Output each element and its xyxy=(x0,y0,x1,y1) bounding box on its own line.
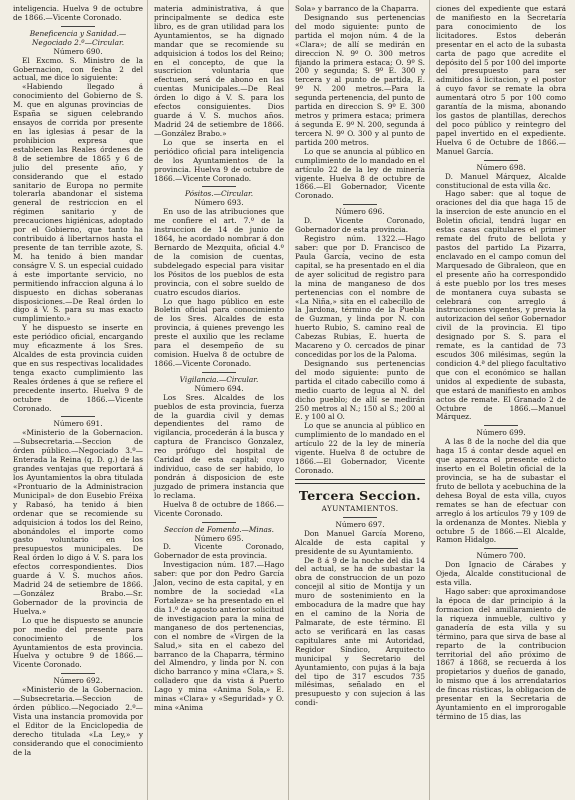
paragraph: D. Vicente Coronado, Gobernador de esta provincia. xyxy=(154,542,284,561)
paragraph: En uso de las atribuciones que me confiere el art. 7.º de la instruccion de 14 de junio de 1864, he acordado nombrar á don Bernardo de Mezquita, oficial 4.º de la comision de cuentas, subdelegado especial para visitar los Pósitos de los pueblos de esta provincia, con el sobre sueldo de cuatro escudos diarios. xyxy=(154,207,284,297)
paragraph: Sola» y barranco de la Chaparra. xyxy=(295,4,419,13)
separator-rule xyxy=(343,517,377,518)
column-divider xyxy=(429,0,430,800)
notice-number: Número 697. xyxy=(335,519,385,529)
paragraph: «Habiendo llegado á conocimiento del Gobierno de S. M. que en algunas provincias de España se siguen celebrando ensayos de corrida por presente en las iglesias á pesar de la prohibicion expresa que establecen las Reales órdenes de 8 de setiembre de 1865 y 6 de julio del presente año, y considerando que el estado sanitario de Europa no permite tolerarla abandonar el sistema general de restriccion en el régimen sanitario y de precauciones higiénicas, adoptado por el Gobierno, que tanto ha contribuido á libertarnos hasta el presente de tan terrible azote, S. M. ha tenido á bien mandar conságre V. S. un especial cuidado á este importante servicio, no permitiendo infraccion alguna á lo dispuesto en dichas soberanas disposiciones.—De Real órden lo digo á V. S. para su mas exacto cumplimiento.» xyxy=(13,82,143,324)
paragraph: Don Ignacio de Cárabes y Ojeda, Alcalde constitucional de esta villa. xyxy=(436,560,566,588)
separator-rule xyxy=(484,425,518,426)
notice-number: AYUNTAMIENTOS. xyxy=(321,503,399,513)
notice-number: Número 692. xyxy=(53,676,103,686)
paragraph: Don Manuel García Moreno, Alcalde de esta capital y presidente de su Ayuntamiento. xyxy=(295,528,425,556)
notice-number: Número 694. xyxy=(194,383,244,393)
paragraph: Designando sus pertenencias del modo siguiente: punto de partida el citado cabecillo como á medio cuarto de legua al N. del dicho pueblo; de allí se medirán 250 metros al N.; 150 al S.; 200 al E. y 100 al O. xyxy=(295,358,425,422)
paragraph: «Ministerio de la Gobernacion.—Subsecretaria.—Seccion de órden público.—Negociado 3.º—Enterada la Reina (q. D. g.) de las grandes ventajas que reportará á los Ayuntamientos la obra titulada «Prontuario de la Administracion Municipal» de don Eusebio Fréixa y Rabasó, ha tenido á bien ordenar que se recomiende su adquisicion á todos los del Reino, abonándoles el importe como gasto voluntario en los presupuestos municipales. De Real órden lo digo á V. S. para los efectos correspondientes. Dios guarde á V. S. muchos años. Madrid 24 de setiembre de 1866.—González Brabo.—Sr. Gobernador de la provincia de Huelva.» xyxy=(13,428,143,616)
notice-number: Número 695. xyxy=(194,533,244,543)
column-4 xyxy=(436,5,566,722)
paragraph: Registro núm. 1322.—Hago saber: que por D. Francisco de Paula García, vecino de esta capital, se ha presentado en el dia de ayer solicitud de registro para la mina de manganeso de dos pertenencias con el nombre de «La Niña,» sita en el cabecillo de la Jardona, término de la Puebla de Guzman, y linda por N. con huerto Rubio, S. camino real de Cabezas Rubias, E. huerta de Macareno y O. cercados de pinar concedidas por los de la Paloma. xyxy=(295,234,425,360)
paragraph: Los Sres. Alcaldes de los pueblos de esta provincia, fuerza de la guardia civil y demas dependientes del ramo de vigilancia, procederán á la busca y captura de Francisco Gonzalez, reo prófugo del hospital de Caridad de esta capital; cuyo individuo, caso de ser habido, lo pondrán á disposicion de este juzgado de primera instancia que lo reclama. xyxy=(154,392,284,500)
separator-rule xyxy=(343,204,377,205)
paragraph: El Excmo. S. Ministro de la Gobernacion, con fecha 2 del actual, me dice lo siguiente: xyxy=(13,55,143,83)
separator-rule xyxy=(61,416,95,417)
section-double-rule xyxy=(295,479,425,484)
notice-number: Número 698. xyxy=(476,162,526,172)
paragraph: D. Vicente Coronado, Gobernador de esta provincia. xyxy=(295,216,425,235)
notice-number: Número 699. xyxy=(476,428,526,438)
separator-rule xyxy=(61,673,95,674)
notice-number: Número 691. xyxy=(53,419,103,429)
paragraph: De 8 á 9 de la noche del dia 14 del actual, se ha de subastar la obra de construccion de un pozo concejil al sitio de Montija y un muro de sostenimiento en la embocadura de la madre que hay en el camino de la Noria de Palmarate, de este término. El acto se verificará en las casas capitulares ante mi Autoridad, Regidor Síndico, Arquitecto municipal y Secretario del Ayuntamiento, con pujas á la baja del tipo de 317 escudos 735 milésimas, señalado en el presupuesto y con sujecion á las condi- xyxy=(295,555,425,708)
paragraph: ciones del expediente que estará de manifiesto en la Secretaría para conocimiento de los licitadores. Estos deberán presentar en el acto de la subasta carta de pago que acredite el depósito del 5 por 100 del importe del presupuesto para ser admitidos á licitacion, y el postor á cuyo favor se remate la obra aumentará otro 5 por 100 como garantía de la misma, abonando los gastos de plantillas, derechos del poco público y reintegro del papel invertido en el expediente. Huelva 6 de Octubre de 1866.—Manuel García. xyxy=(436,4,566,156)
section-subheading: Seccion de Fomento.—Minas. xyxy=(164,524,274,534)
separator-rule xyxy=(202,522,236,523)
section-subheading: Vigilancia.—Circular. xyxy=(179,374,259,384)
column-divider xyxy=(288,0,289,800)
notice-number: Número 696. xyxy=(335,207,385,217)
separator-rule xyxy=(202,372,236,373)
separator-rule xyxy=(484,548,518,549)
separator-rule xyxy=(202,186,236,187)
notice-number: Número 693. xyxy=(194,198,244,208)
column-divider xyxy=(147,0,148,800)
paragraph: materia administrativa, á que principalmente se dedica este libro, es de gran utilidad para los Ayuntamientos, se ha dignado mandar que se recomiende su adquisicion á todos los del Reino; en el concepto, de que la suscricion voluntaria que efectuen, será de abono en las cuentas Municipales.—De Real órden lo digo á V. S. para los efectos consiguientes. Dios guarde á V. S. muchos años. Madrid 24 de setiembre de 1866.—González Brabo.» xyxy=(154,4,284,138)
paragraph: Hago saber: que aproximandose la época de dar principio á la formacion del amillaramiento de la riqueza inmueble, cultivo y ganadería de esta villa y su término, para que sirva de base al reparto de la contribucion territorial del año próximo de 1867 á 1868, se recuerda á los propietarios y dueños de ganado, lo mismo que á los arrendatarios de fincas rústicas, la obligacion de presentar en la Secretaria de Ayuntamiento en el improrogable término de 15 dias, las xyxy=(436,587,566,721)
section-heading: Tercera Seccion. xyxy=(298,487,422,503)
column-2 xyxy=(154,5,284,713)
column-1 xyxy=(13,5,143,758)
paragraph: «Ministerio de la Gobernacion.—Subsecretaria.—Seccion de órden público.—Negociado 2.º—Vista una instancia promovida por el Editor de la Enciclopedia de derecho titulada «La Ley,» y considerando que el conocimiento de la xyxy=(13,685,143,757)
separator-rule xyxy=(61,26,95,27)
section-subheading: Beneficencia y Sanidad.—Negociado 2.º—Circular. xyxy=(29,28,127,47)
section-subheading: Pósitos.—Circular. xyxy=(184,189,254,199)
paragraph: D. Manuel Márquez, Alcalde constitucional de esta villa &c. xyxy=(436,171,566,190)
paragraph: Lo que he dispuesto se anuncie por medio del presente para conocimiento de los Ayuntamientos de esta provincia. Huelva y octubre 9 de 1866.—Vicente Coronado. xyxy=(13,615,143,670)
paragraph: Lo que se anuncia al público en cumplimiento de lo mandado en el artículo 22 de la ley de minería vigente. Huelva 8 de octubre de 1866.—El Gobernador, Vicente Coronado. xyxy=(295,421,425,476)
notice-number: Número 700. xyxy=(476,551,526,561)
paragraph: Designando sus pertenencias del modo siguiente: punto de partida el mojon núm. 4 de la «Clara»; de allí se medirán en direccion N. 9º O. 300 metros fijando la primera estaca; O. 9º S. 200 y segunda; S. 9º E. 300 y tercera y al punto de partida, E. 9º N. 200 metros.—Para la segunda pertenencia, del punto de partida en direccion S. 9º E. 300 metros y primera estaca; primera á segunda E. 9º N. 200, segunda á tercera N. 9º O. 300 y al punto de partida 200 metros. xyxy=(295,12,425,147)
paragraph: Lo que se inserta en el periódico oficial para inteligencia de los Ayuntamientos de la provincia. Huelva 9 de octubre de 1866.—Vicente Coronado. xyxy=(154,137,284,183)
notice-number: Número 690. xyxy=(53,46,103,56)
paragraph: Hago saber: que al toque de oraciones del dia que haga 15 de la insercion de este anuncio en el Boletin oficial, tendrá lugar en estas casas capitulares el primer remate del fruto de bellota y pastos del partido La Pizarra, enclavado en el campo comun del Marquesado de Gibraleon, que en el presente año ha correspondido á este pueblo por los tres meses de montanera cuya subasta se celebrará con arreglo á instrucciones vigentes, y previa la autorizacion del señor Gobernador civil de la provincia. El tipo designado por S. S. para el remate, es la cantidad de 73 escudos 306 milésimas, según la condicion 4.ª del pliego facultativo que con el económico se hallan unidos al expediente de subasta, que estará de manifiesto en ambos actos de remate. El Granado 2 de Octubre de 1866.—Manuel Márquez. xyxy=(436,189,566,422)
column-3 xyxy=(295,5,425,708)
paragraph: Lo que hago público en este Boletin oficial para conocimiento de los Sres. Alcaldes de esta provincia, á quienes prevengo les preste el auxilio que les reclame para el desempeño de su comision. Huelva 8 de octubre de 1866.—Vicente Coronado. xyxy=(154,296,284,368)
paragraph: A las 8 de la noche del dia que haga 15 á contar desde aquel en que aparezca el presente edicto inserto en el Boletin oficial de la provincia, se ha de subastar el fruto de bellota y acebuchina de la dehesa Boyal de esta villa, cuyos remates se han de efectuar con arreglo á los artículos 79 y 109 de la ordenanza de Montes. Niebla y octubre 5 de 1866.—El Alcalde, Ramon Hidalgo. xyxy=(436,437,566,545)
paragraph: Huelva 8 de octubre de 1866.—Vicente Coronado. xyxy=(154,499,284,518)
paragraph: Lo que se anuncia al público en cumplimiento de lo mandado en el artículo 22 de la ley de minería vigente. Huelva 8 de octubre de 1866.—El Gobernador, Vicente Coronado. xyxy=(295,146,425,201)
separator-rule xyxy=(484,160,518,161)
paragraph: Investigacion núm. 187.—Hago saber: que por don Pedro García Jalon, vecino de esta capital, y en nombre de la sociedad «La Fortaleza» se ha presentado en el dia 1.º de agosto anterior solicitud de investigacion para la mina de manganeso de dos pertenencias, con el nombre de «Virgen de la Salud,» sita en el cabezo del barranco de la Chaparra, término del Almendro, y linda por N. con dicho barranco y mina «Clara,» S. colladero que da vista á Puerto Lago y mina «Anima Sola,» E. minas «Clara» y «Seguridad» y O. mina «Anima xyxy=(154,560,284,713)
paragraph: Y he dispuesto se inserte en este periódico oficial, encargando muy eficazmente á los Sres. Alcaldes de esta provincia cuiden que en sus respectivas localidades tenga exacto cumplimiento las Reales órdenes á que se refiere el precedente inserto. Huelva 9 de octubre de 1866.—Vicente Coronado. xyxy=(13,323,143,413)
paragraph: inteligencia. Huelva 9 de octubre de 1866.—Vicente Coronado. xyxy=(13,4,143,22)
